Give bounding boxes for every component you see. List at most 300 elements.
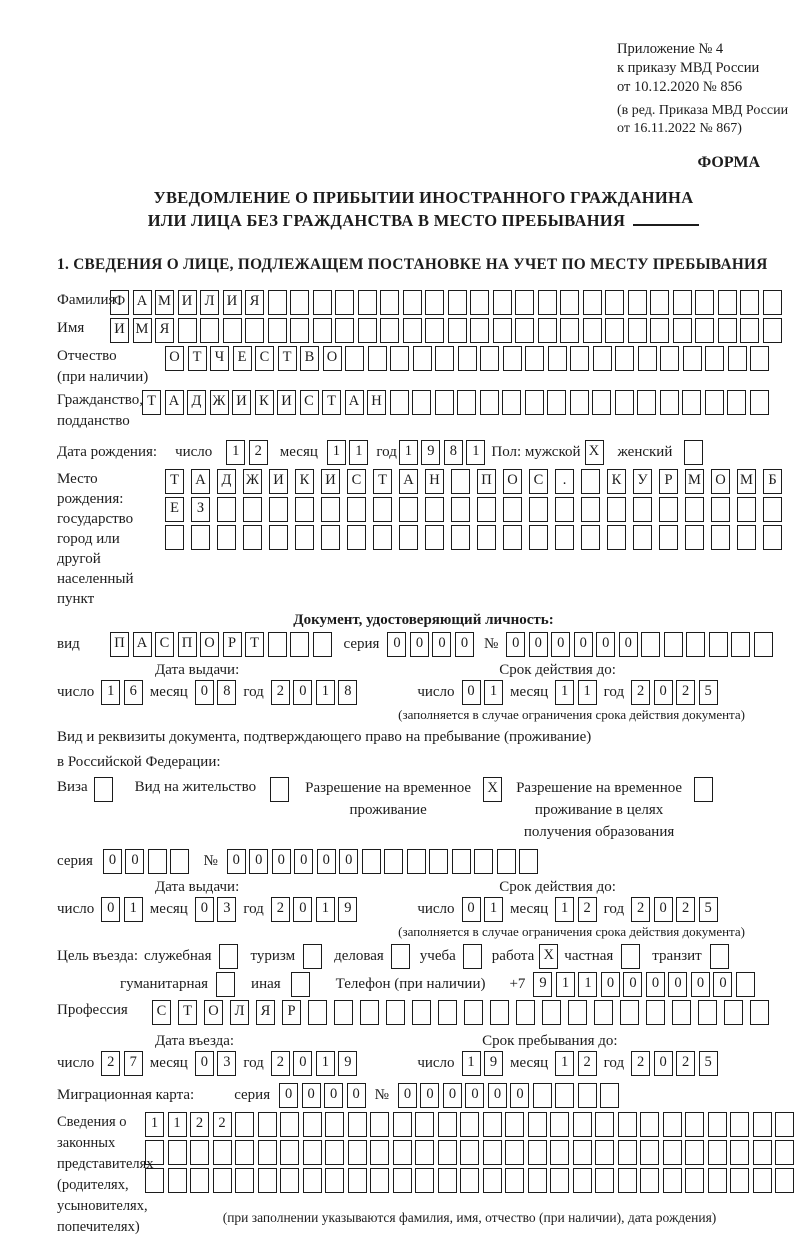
char-cell	[335, 290, 354, 315]
char-cell: И	[232, 390, 251, 415]
char-cell	[730, 1140, 749, 1165]
char-cell	[200, 318, 219, 343]
representatives-label: Сведения о законных представителях (родителях, усыновителях, попечителях)	[57, 1114, 154, 1235]
birth-place-cells-row1	[165, 469, 782, 494]
char-cell: 1	[101, 680, 120, 705]
char-cell	[373, 497, 392, 522]
char-cell	[295, 497, 314, 522]
char-cell	[303, 1168, 322, 1193]
temp-permit-label: Разрешение на временное проживание	[305, 780, 472, 818]
char-cell: 9	[533, 972, 552, 997]
stay-day-cells	[462, 1051, 504, 1076]
char-cell	[673, 318, 692, 343]
char-cell: 0	[125, 849, 144, 874]
char-cell	[464, 1000, 483, 1025]
purpose-official-label: служебная	[143, 948, 212, 964]
char-cell	[685, 1140, 704, 1165]
char-cell: 9	[338, 897, 357, 922]
char-cell	[685, 525, 704, 550]
char-cell	[695, 318, 714, 343]
char-cell	[547, 390, 566, 415]
purpose-business-label: деловая	[334, 948, 384, 964]
char-cell	[533, 1083, 552, 1108]
char-cell: Р	[223, 632, 242, 657]
char-cell	[280, 1112, 299, 1137]
char-cell	[145, 1168, 164, 1193]
char-cell: 0	[227, 849, 246, 874]
entry-date-label: Дата въезда:	[155, 1033, 235, 1049]
month-label: месяц	[279, 444, 318, 460]
char-cell	[581, 497, 600, 522]
char-cell: 2	[631, 1051, 650, 1076]
char-cell	[505, 1140, 524, 1165]
char-cell	[568, 1000, 587, 1025]
entry-day-cells	[101, 1051, 143, 1076]
representatives-cells-row2	[145, 1140, 794, 1165]
char-cell: 2	[676, 897, 695, 922]
char-cell: Т	[322, 390, 341, 415]
char-cell	[592, 390, 611, 415]
char-cell	[516, 1000, 535, 1025]
char-cell	[710, 944, 729, 969]
representatives-cells-row1	[145, 1112, 794, 1137]
char-cell	[640, 1112, 659, 1137]
char-cell: О	[165, 346, 184, 371]
char-cell	[583, 290, 602, 315]
char-cell: А	[165, 390, 184, 415]
char-cell	[438, 1112, 457, 1137]
permit-dates-header	[57, 878, 790, 896]
char-cell: Т	[165, 469, 184, 494]
char-cell	[480, 390, 499, 415]
amendment-note	[617, 102, 790, 138]
char-cell	[753, 1168, 772, 1193]
char-cell: А	[191, 469, 210, 494]
char-cell: 5	[699, 897, 718, 922]
char-cell	[542, 1000, 561, 1025]
char-cell: Ж	[210, 390, 229, 415]
char-cell	[415, 1112, 434, 1137]
char-cell	[483, 1168, 502, 1193]
char-cell: О	[711, 469, 730, 494]
char-cell	[502, 390, 521, 415]
birth-place-cells-row2	[165, 497, 782, 522]
char-cell	[570, 346, 589, 371]
char-cell: З	[191, 497, 210, 522]
purpose-transit-checkbox	[710, 944, 729, 969]
char-cell	[633, 525, 652, 550]
char-cell	[308, 1000, 327, 1025]
char-cell	[659, 497, 678, 522]
edu-permit-checkbox	[694, 777, 713, 802]
doc-issue-date-label: Дата выдачи:	[155, 662, 240, 678]
char-cell	[258, 1140, 277, 1165]
char-cell	[730, 1168, 749, 1193]
char-cell	[457, 390, 476, 415]
representatives-cells-col	[145, 1112, 794, 1226]
doc-issue-year-cells	[271, 680, 358, 705]
char-cell: 1	[466, 440, 485, 465]
char-cell	[763, 525, 782, 550]
birth-day-cells	[226, 440, 268, 465]
char-cell	[190, 1140, 209, 1165]
char-cell: Т	[142, 390, 161, 415]
char-cell	[570, 390, 589, 415]
char-cell	[373, 525, 392, 550]
char-cell	[380, 290, 399, 315]
char-cell: А	[133, 632, 152, 657]
char-cell	[235, 1112, 254, 1137]
char-cell: Т	[278, 346, 297, 371]
char-cell	[425, 497, 444, 522]
char-cell	[325, 1140, 344, 1165]
char-cell	[528, 1168, 547, 1193]
profession-cells	[152, 1000, 769, 1025]
char-cell: 2	[631, 897, 650, 922]
migration-number-label: №	[374, 1087, 389, 1103]
char-cell	[451, 525, 470, 550]
birth-place-cells-col	[165, 469, 782, 550]
char-cell: 1	[145, 1112, 164, 1137]
char-cell	[578, 1083, 597, 1108]
char-cell: 1	[168, 1112, 187, 1137]
char-cell: Т	[188, 346, 207, 371]
char-cell	[650, 290, 669, 315]
char-cell: 0	[432, 632, 451, 657]
char-cell: X	[539, 944, 558, 969]
birth-place-label: Место рождения: государство город или другой населенный пункт	[57, 471, 134, 607]
permit-issue-month-cells	[195, 897, 237, 922]
doc-restriction-note: (заполняется в случае ограничения срока действия документа)	[398, 707, 745, 722]
char-cell: 0	[462, 897, 481, 922]
residence-type-row	[57, 777, 790, 843]
permit-series-label: серия	[57, 853, 93, 869]
surname-cells	[110, 290, 782, 315]
char-cell: Ч	[210, 346, 229, 371]
char-cell: 0	[293, 1051, 312, 1076]
char-cell	[724, 1000, 743, 1025]
char-cell: 8	[444, 440, 463, 465]
doc-kind-row	[57, 632, 790, 657]
char-cell	[168, 1140, 187, 1165]
char-cell	[528, 1112, 547, 1137]
char-cell	[763, 290, 782, 315]
char-cell: X	[585, 440, 604, 465]
char-cell	[711, 497, 730, 522]
char-cell	[460, 1140, 479, 1165]
purpose-humanitarian-label: гуманитарная	[120, 976, 209, 992]
doc-kind-cells	[110, 632, 332, 657]
char-cell	[295, 525, 314, 550]
reference-line: от 10.12.2020 № 856	[617, 79, 743, 95]
char-cell	[615, 390, 634, 415]
char-cell	[452, 849, 471, 874]
char-cell	[94, 777, 113, 802]
char-cell	[684, 440, 703, 465]
char-cell: О	[204, 1000, 223, 1025]
char-cell	[268, 632, 287, 657]
char-cell: Н	[425, 469, 444, 494]
char-cell	[595, 1168, 614, 1193]
char-cell	[628, 290, 647, 315]
char-cell	[621, 944, 640, 969]
char-cell	[646, 1000, 665, 1025]
char-cell: 0	[293, 680, 312, 705]
permit-valid-day-cells	[462, 897, 504, 922]
surname-row	[57, 290, 790, 315]
char-cell	[243, 497, 262, 522]
visa-label: Виза	[57, 779, 88, 795]
char-cell	[686, 632, 705, 657]
char-cell	[384, 849, 403, 874]
char-cell	[280, 1140, 299, 1165]
char-cell: 0	[488, 1083, 507, 1108]
stay-month-cells	[555, 1051, 597, 1076]
purpose-tourism-checkbox	[303, 944, 322, 969]
char-cell: X	[483, 777, 502, 802]
char-cell	[290, 318, 309, 343]
char-cell: 1	[556, 972, 575, 997]
char-cell	[600, 1083, 619, 1108]
char-cell	[258, 1112, 277, 1137]
title-blank-underline	[633, 210, 699, 226]
char-cell: 0	[462, 680, 481, 705]
char-cell	[737, 497, 756, 522]
char-cell: 0	[420, 1083, 439, 1108]
char-cell: 0	[646, 972, 665, 997]
char-cell: 0	[101, 897, 120, 922]
patronymic-label: Отчество (при наличии)	[57, 348, 149, 385]
char-cell	[548, 346, 567, 371]
char-cell: 2	[271, 680, 290, 705]
char-cell	[753, 1112, 772, 1137]
char-cell	[483, 1140, 502, 1165]
char-cell	[775, 1140, 794, 1165]
char-cell	[170, 849, 189, 874]
char-cell: 0	[713, 972, 732, 997]
char-cell	[727, 390, 746, 415]
char-cell: 1	[316, 680, 335, 705]
char-cell	[750, 390, 769, 415]
char-cell: 0	[443, 1083, 462, 1108]
doc-issue-day-cells	[101, 680, 143, 705]
char-cell	[390, 346, 409, 371]
phone-cells	[533, 972, 755, 997]
char-cell	[451, 497, 470, 522]
char-cell	[223, 318, 242, 343]
char-cell	[550, 1112, 569, 1137]
char-cell	[393, 1112, 412, 1137]
phone-label: Телефон (при наличии)	[335, 976, 486, 992]
char-cell	[403, 318, 422, 343]
doc-issue-month-cells	[195, 680, 237, 705]
char-cell: 3	[217, 897, 236, 922]
purpose-study-checkbox	[463, 944, 482, 969]
char-cell: И	[321, 469, 340, 494]
char-cell: 0	[654, 680, 673, 705]
birth-place-cells-row3	[165, 525, 782, 550]
char-cell	[268, 290, 287, 315]
char-cell: 0	[623, 972, 642, 997]
char-cell	[737, 525, 756, 550]
char-cell	[638, 346, 657, 371]
char-cell	[685, 1112, 704, 1137]
char-cell	[775, 1168, 794, 1193]
purpose-second-row	[57, 972, 790, 997]
char-cell: О	[200, 632, 219, 657]
char-cell	[718, 290, 737, 315]
char-cell: И	[178, 290, 197, 315]
purpose-transit-label: транзит	[652, 948, 702, 964]
char-cell: Т	[373, 469, 392, 494]
char-cell: Д	[217, 469, 236, 494]
char-cell	[415, 1140, 434, 1165]
sex-female-checkbox	[684, 440, 703, 465]
char-cell	[605, 290, 624, 315]
char-cell	[303, 1140, 322, 1165]
char-cell	[493, 290, 512, 315]
char-cell	[399, 497, 418, 522]
char-cell	[435, 346, 454, 371]
doc-dates-row	[57, 680, 790, 705]
edu-permit-label: Разрешение на временное проживание в целях получения образования	[516, 780, 683, 840]
char-cell: 8	[217, 680, 236, 705]
char-cell: О	[323, 346, 342, 371]
char-cell	[460, 1168, 479, 1193]
char-cell: 1	[462, 1051, 481, 1076]
char-cell: Л	[230, 1000, 249, 1025]
form-title-line1: УВЕДОМЛЕНИЕ О ПРИБЫТИИ ИНОСТРАННОГО ГРАЖДАНИНА	[153, 188, 694, 207]
char-cell: 0	[195, 897, 214, 922]
given-name-row	[57, 318, 790, 343]
char-cell	[360, 1000, 379, 1025]
char-cell: К	[255, 390, 274, 415]
char-cell	[407, 849, 426, 874]
char-cell: 0	[317, 849, 336, 874]
char-cell: 2	[249, 440, 268, 465]
char-cell	[640, 1168, 659, 1193]
char-cell	[321, 497, 340, 522]
char-cell	[581, 525, 600, 550]
char-cell	[451, 469, 470, 494]
char-cell: А	[345, 390, 364, 415]
doc-series-cells	[387, 632, 474, 657]
char-cell	[448, 290, 467, 315]
char-cell	[477, 497, 496, 522]
doc-series-label: серия	[343, 636, 380, 652]
purpose-tourism-label: туризм	[250, 948, 296, 964]
char-cell: 0	[668, 972, 687, 997]
char-cell	[685, 1168, 704, 1193]
char-cell	[415, 1168, 434, 1193]
char-cell	[393, 1168, 412, 1193]
char-cell	[763, 497, 782, 522]
char-cell: Е	[165, 497, 184, 522]
identity-doc-heading: Документ, удостоверяющий личность:	[293, 612, 554, 628]
char-cell	[673, 290, 692, 315]
char-cell	[268, 318, 287, 343]
char-cell: Н	[367, 390, 386, 415]
char-cell	[270, 777, 289, 802]
char-cell	[243, 525, 262, 550]
char-cell	[216, 972, 235, 997]
char-cell	[529, 497, 548, 522]
char-cell: 0	[195, 1051, 214, 1076]
char-cell: 0	[551, 632, 570, 657]
char-cell: 2	[676, 1051, 695, 1076]
doc-number-label: №	[483, 636, 499, 652]
char-cell: 0	[654, 897, 673, 922]
char-cell	[618, 1112, 637, 1137]
char-cell	[178, 318, 197, 343]
char-cell	[694, 777, 713, 802]
char-cell: 1	[555, 1051, 574, 1076]
char-cell	[303, 944, 322, 969]
permit-series-row	[57, 849, 790, 874]
birth-date-row	[57, 440, 790, 465]
char-cell	[663, 1112, 682, 1137]
amendment-line: (в ред. Приказа МВД России	[617, 103, 789, 118]
char-cell	[633, 497, 652, 522]
char-cell	[763, 318, 782, 343]
char-cell: П	[178, 632, 197, 657]
migration-series-cells	[279, 1083, 366, 1108]
char-cell: 0	[302, 1083, 321, 1108]
char-cell: 2	[676, 680, 695, 705]
char-cell: М	[155, 290, 174, 315]
char-cell	[303, 1112, 322, 1137]
char-cell: А	[133, 290, 152, 315]
doc-valid-month-cells	[555, 680, 597, 705]
char-cell: У	[633, 469, 652, 494]
char-cell: 0	[324, 1083, 343, 1108]
char-cell	[217, 525, 236, 550]
char-cell	[607, 497, 626, 522]
char-cell	[358, 290, 377, 315]
char-cell	[560, 290, 579, 315]
char-cell	[695, 290, 714, 315]
char-cell: Д	[187, 390, 206, 415]
permit-issue-year-cells	[271, 897, 358, 922]
char-cell	[334, 1000, 353, 1025]
char-cell	[593, 346, 612, 371]
doc-valid-year-cells	[631, 680, 718, 705]
purpose-private-checkbox	[621, 944, 640, 969]
char-cell	[705, 390, 724, 415]
temp-permit-checkbox	[483, 777, 502, 802]
citizenship-label: Гражданство, подданство	[57, 392, 144, 429]
char-cell	[503, 497, 522, 522]
char-cell: .	[555, 469, 574, 494]
permit-number-cells	[227, 849, 539, 874]
char-cell	[650, 318, 669, 343]
char-cell: 9	[338, 1051, 357, 1076]
char-cell: Я	[256, 1000, 275, 1025]
permit-dates-row	[57, 897, 790, 922]
char-cell	[740, 318, 759, 343]
char-cell: 2	[271, 1051, 290, 1076]
char-cell: 0	[410, 632, 429, 657]
char-cell: С	[300, 390, 319, 415]
char-cell	[235, 1140, 254, 1165]
purpose-official-checkbox	[219, 944, 238, 969]
char-cell: 1	[316, 1051, 335, 1076]
representatives-note: (при заполнении указываются фамилия, имя, отчество (при наличии), дата рождения)	[222, 1210, 717, 1225]
char-cell	[615, 346, 634, 371]
char-cell	[425, 290, 444, 315]
char-cell	[368, 346, 387, 371]
birth-place-block	[57, 469, 790, 609]
